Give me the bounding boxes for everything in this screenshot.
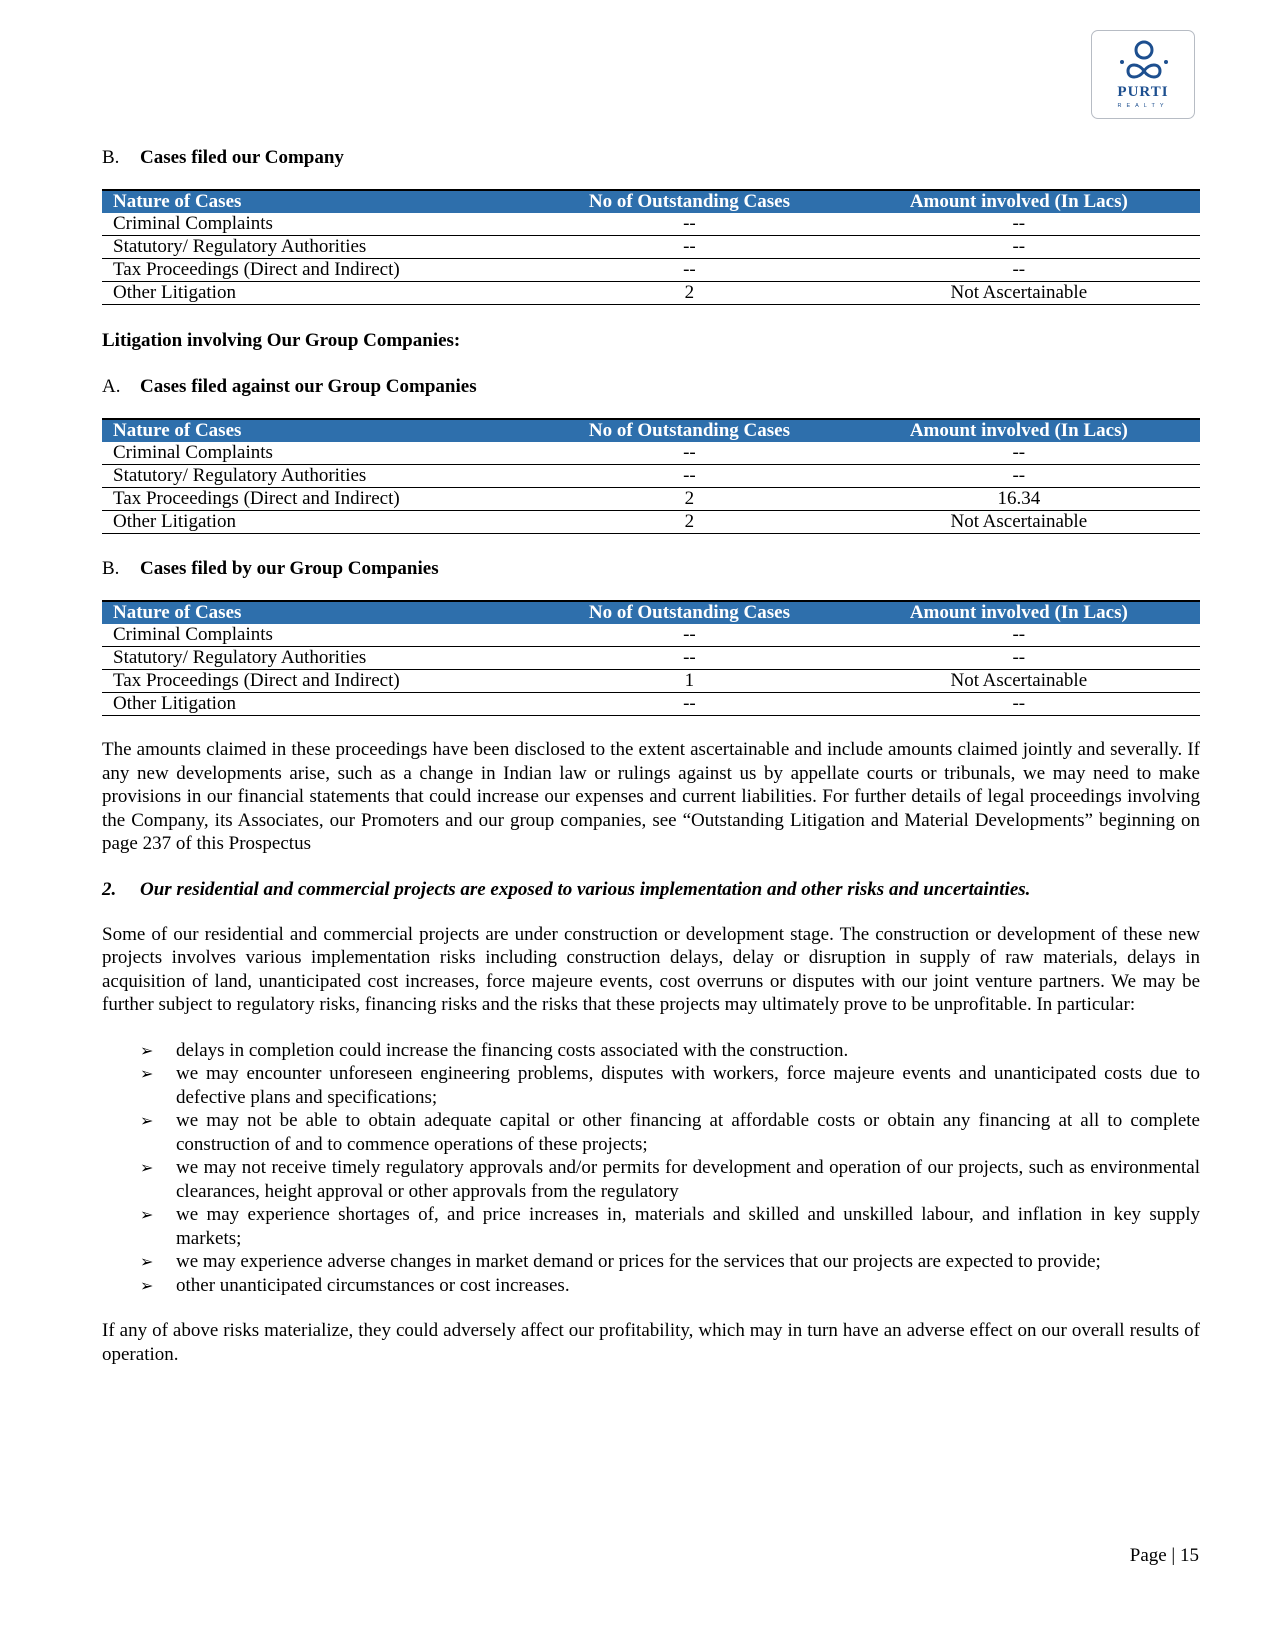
list-item: ➢ we may not receive timely regulatory approvals and/or permits for development and operation of our projects, such as environmental clearances, height approval or other approvals from the regulatory xyxy=(140,1157,1200,1202)
table-cell: Criminal Complaints xyxy=(102,213,541,236)
table-cell: Not Ascertainable xyxy=(838,511,1200,534)
table-cell: -- xyxy=(541,259,837,282)
page-content xyxy=(102,146,1200,1366)
list-item: ➢ we may encounter unforeseen engineering problems, disputes with workers, force majeure events and unanticipated costs due to defective plans and specifications; xyxy=(140,1063,1200,1108)
group-against-cases-table xyxy=(102,418,1200,534)
table-cell: -- xyxy=(541,213,837,236)
table-header-row xyxy=(102,190,1200,213)
table-cell: Not Ascertainable xyxy=(838,670,1200,693)
column-header: No of Outstanding Cases xyxy=(541,419,837,442)
table-cell: -- xyxy=(541,693,837,716)
table-cell: 16.34 xyxy=(838,488,1200,511)
arrow-bullet-icon: ➢ xyxy=(140,1040,154,1060)
table-row xyxy=(102,511,1200,534)
table-cell: 1 xyxy=(541,670,837,693)
table-cell: Tax Proceedings (Direct and Indirect) xyxy=(102,670,541,693)
table-row xyxy=(102,213,1200,236)
table-cell: Other Litigation xyxy=(102,693,541,716)
table-row xyxy=(102,442,1200,465)
risk-conclusion-paragraph: If any of above risks materialize, they could adversely affect our profitability, which may in turn have an adverse effect on our overall results of operation. xyxy=(102,1320,1200,1365)
group-litigation-heading: Litigation involving Our Group Companies: xyxy=(102,330,461,351)
risk-factor-title: 2. Our residential and commercial projects are exposed to various implementation and other risks and uncertainties. xyxy=(102,878,1031,900)
disclosure-paragraph: The amounts claimed in these proceedings have been disclosed to the extent ascertainable and include amounts claimed jointly and severally. If any new developments arise, such as a change in Indian law or rulings against us by appellate courts or tribunals, we may need to make provisions in our financial statements that could increase our expenses and current liabilities. For further details of legal proceedings involving the Company, its Associates, our Promoters and our group companies, see “Outstanding Litigation and Material Developments” beginning on page 237 of this Prospectus xyxy=(102,739,1200,854)
table-row xyxy=(102,236,1200,259)
table-cell: -- xyxy=(541,647,837,670)
risk-bullet-list xyxy=(102,1039,1200,1298)
table-row xyxy=(102,282,1200,305)
table-row xyxy=(102,259,1200,282)
column-header: Nature of Cases xyxy=(102,190,541,213)
list-item: ➢ we may experience shortages of, and price increases in, materials and skilled and unskilled labour, and inflation in key supply markets; xyxy=(140,1204,1200,1249)
table-cell: -- xyxy=(838,647,1200,670)
table-row xyxy=(102,647,1200,670)
table-cell: 2 xyxy=(541,511,837,534)
column-header: Nature of Cases xyxy=(102,601,541,624)
table-cell: 2 xyxy=(541,282,837,305)
section-heading-company: B. Cases filed our Company xyxy=(102,147,344,168)
column-header: No of Outstanding Cases xyxy=(541,601,837,624)
table-cell: Statutory/ Regulatory Authorities xyxy=(102,465,541,488)
table-cell: Other Litigation xyxy=(102,282,541,305)
table-row xyxy=(102,670,1200,693)
table-cell: Not Ascertainable xyxy=(838,282,1200,305)
company-logo xyxy=(1091,30,1195,119)
table-header-row xyxy=(102,601,1200,624)
arrow-bullet-icon: ➢ xyxy=(140,1064,154,1083)
list-item: ➢ we may not be able to obtain adequate capital or other financing at affordable costs or obtain any financing at all to complete construction of and to commence operations of these projects; xyxy=(140,1110,1200,1155)
table-row xyxy=(102,488,1200,511)
arrow-bullet-icon: ➢ xyxy=(140,1275,154,1295)
table-cell: -- xyxy=(541,465,837,488)
table-header-row xyxy=(102,419,1200,442)
table-cell: Statutory/ Regulatory Authorities xyxy=(102,236,541,259)
risk-intro-paragraph: Some of our residential and commercial projects are under construction or development stage. The construction or development of these new projects involves various implementation risks including construction delays, delay or disruption in supply of raw materials, delays in acquisition of land, unanticipated cost increases, force majeure events, cost overruns or disputes with our joint venture partners. We may be further subject to regulatory risks, financing risks and the risks that these projects may ultimately prove to be unprofitable. In particular: xyxy=(102,923,1200,1015)
table-cell: -- xyxy=(541,624,837,647)
section-heading-group-by: B. Cases filed by our Group Companies xyxy=(102,558,439,579)
table-cell: Tax Proceedings (Direct and Indirect) xyxy=(102,259,541,282)
table-cell: Tax Proceedings (Direct and Indirect) xyxy=(102,488,541,511)
table-row xyxy=(102,624,1200,647)
column-header: Amount involved (In Lacs) xyxy=(838,419,1200,442)
table-cell: Criminal Complaints xyxy=(102,624,541,647)
column-header: No of Outstanding Cases xyxy=(541,190,837,213)
arrow-bullet-icon: ➢ xyxy=(140,1158,154,1177)
group-by-cases-table xyxy=(102,600,1200,716)
list-item: ➢ other unanticipated circumstances or cost increases. xyxy=(140,1274,570,1296)
table-cell: -- xyxy=(838,624,1200,647)
column-header: Nature of Cases xyxy=(102,419,541,442)
page-number: Page | 15 xyxy=(1129,1545,1199,1566)
table-cell: Statutory/ Regulatory Authorities xyxy=(102,647,541,670)
table-cell: -- xyxy=(838,236,1200,259)
table-cell: -- xyxy=(838,442,1200,465)
table-cell: -- xyxy=(838,259,1200,282)
company-cases-table xyxy=(102,189,1200,305)
table-cell: -- xyxy=(838,465,1200,488)
table-row xyxy=(102,465,1200,488)
logo-subtitle: REALTY xyxy=(1117,103,1169,109)
table-cell: Criminal Complaints xyxy=(102,442,541,465)
table-row xyxy=(102,693,1200,716)
column-header: Amount involved (In Lacs) xyxy=(838,601,1200,624)
section-heading-group-against: A. Cases filed against our Group Companies xyxy=(102,376,477,397)
list-item: ➢ we may experience adverse changes in market demand or prices for the services that our projects are expected to provide; xyxy=(140,1251,1101,1272)
table-cell: -- xyxy=(541,236,837,259)
arrow-bullet-icon: ➢ xyxy=(140,1111,154,1130)
table-cell: -- xyxy=(838,213,1200,236)
list-item: ➢ delays in completion could increase the financing costs associated with the construction. xyxy=(140,1039,849,1061)
column-header: Amount involved (In Lacs) xyxy=(838,190,1200,213)
logo-name: PURTI xyxy=(1117,84,1169,100)
table-cell: Other Litigation xyxy=(102,511,541,534)
table-cell: 2 xyxy=(541,488,837,511)
table-cell: -- xyxy=(541,442,837,465)
arrow-bullet-icon: ➢ xyxy=(140,1205,154,1224)
table-cell: -- xyxy=(838,693,1200,716)
arrow-bullet-icon: ➢ xyxy=(140,1252,154,1271)
